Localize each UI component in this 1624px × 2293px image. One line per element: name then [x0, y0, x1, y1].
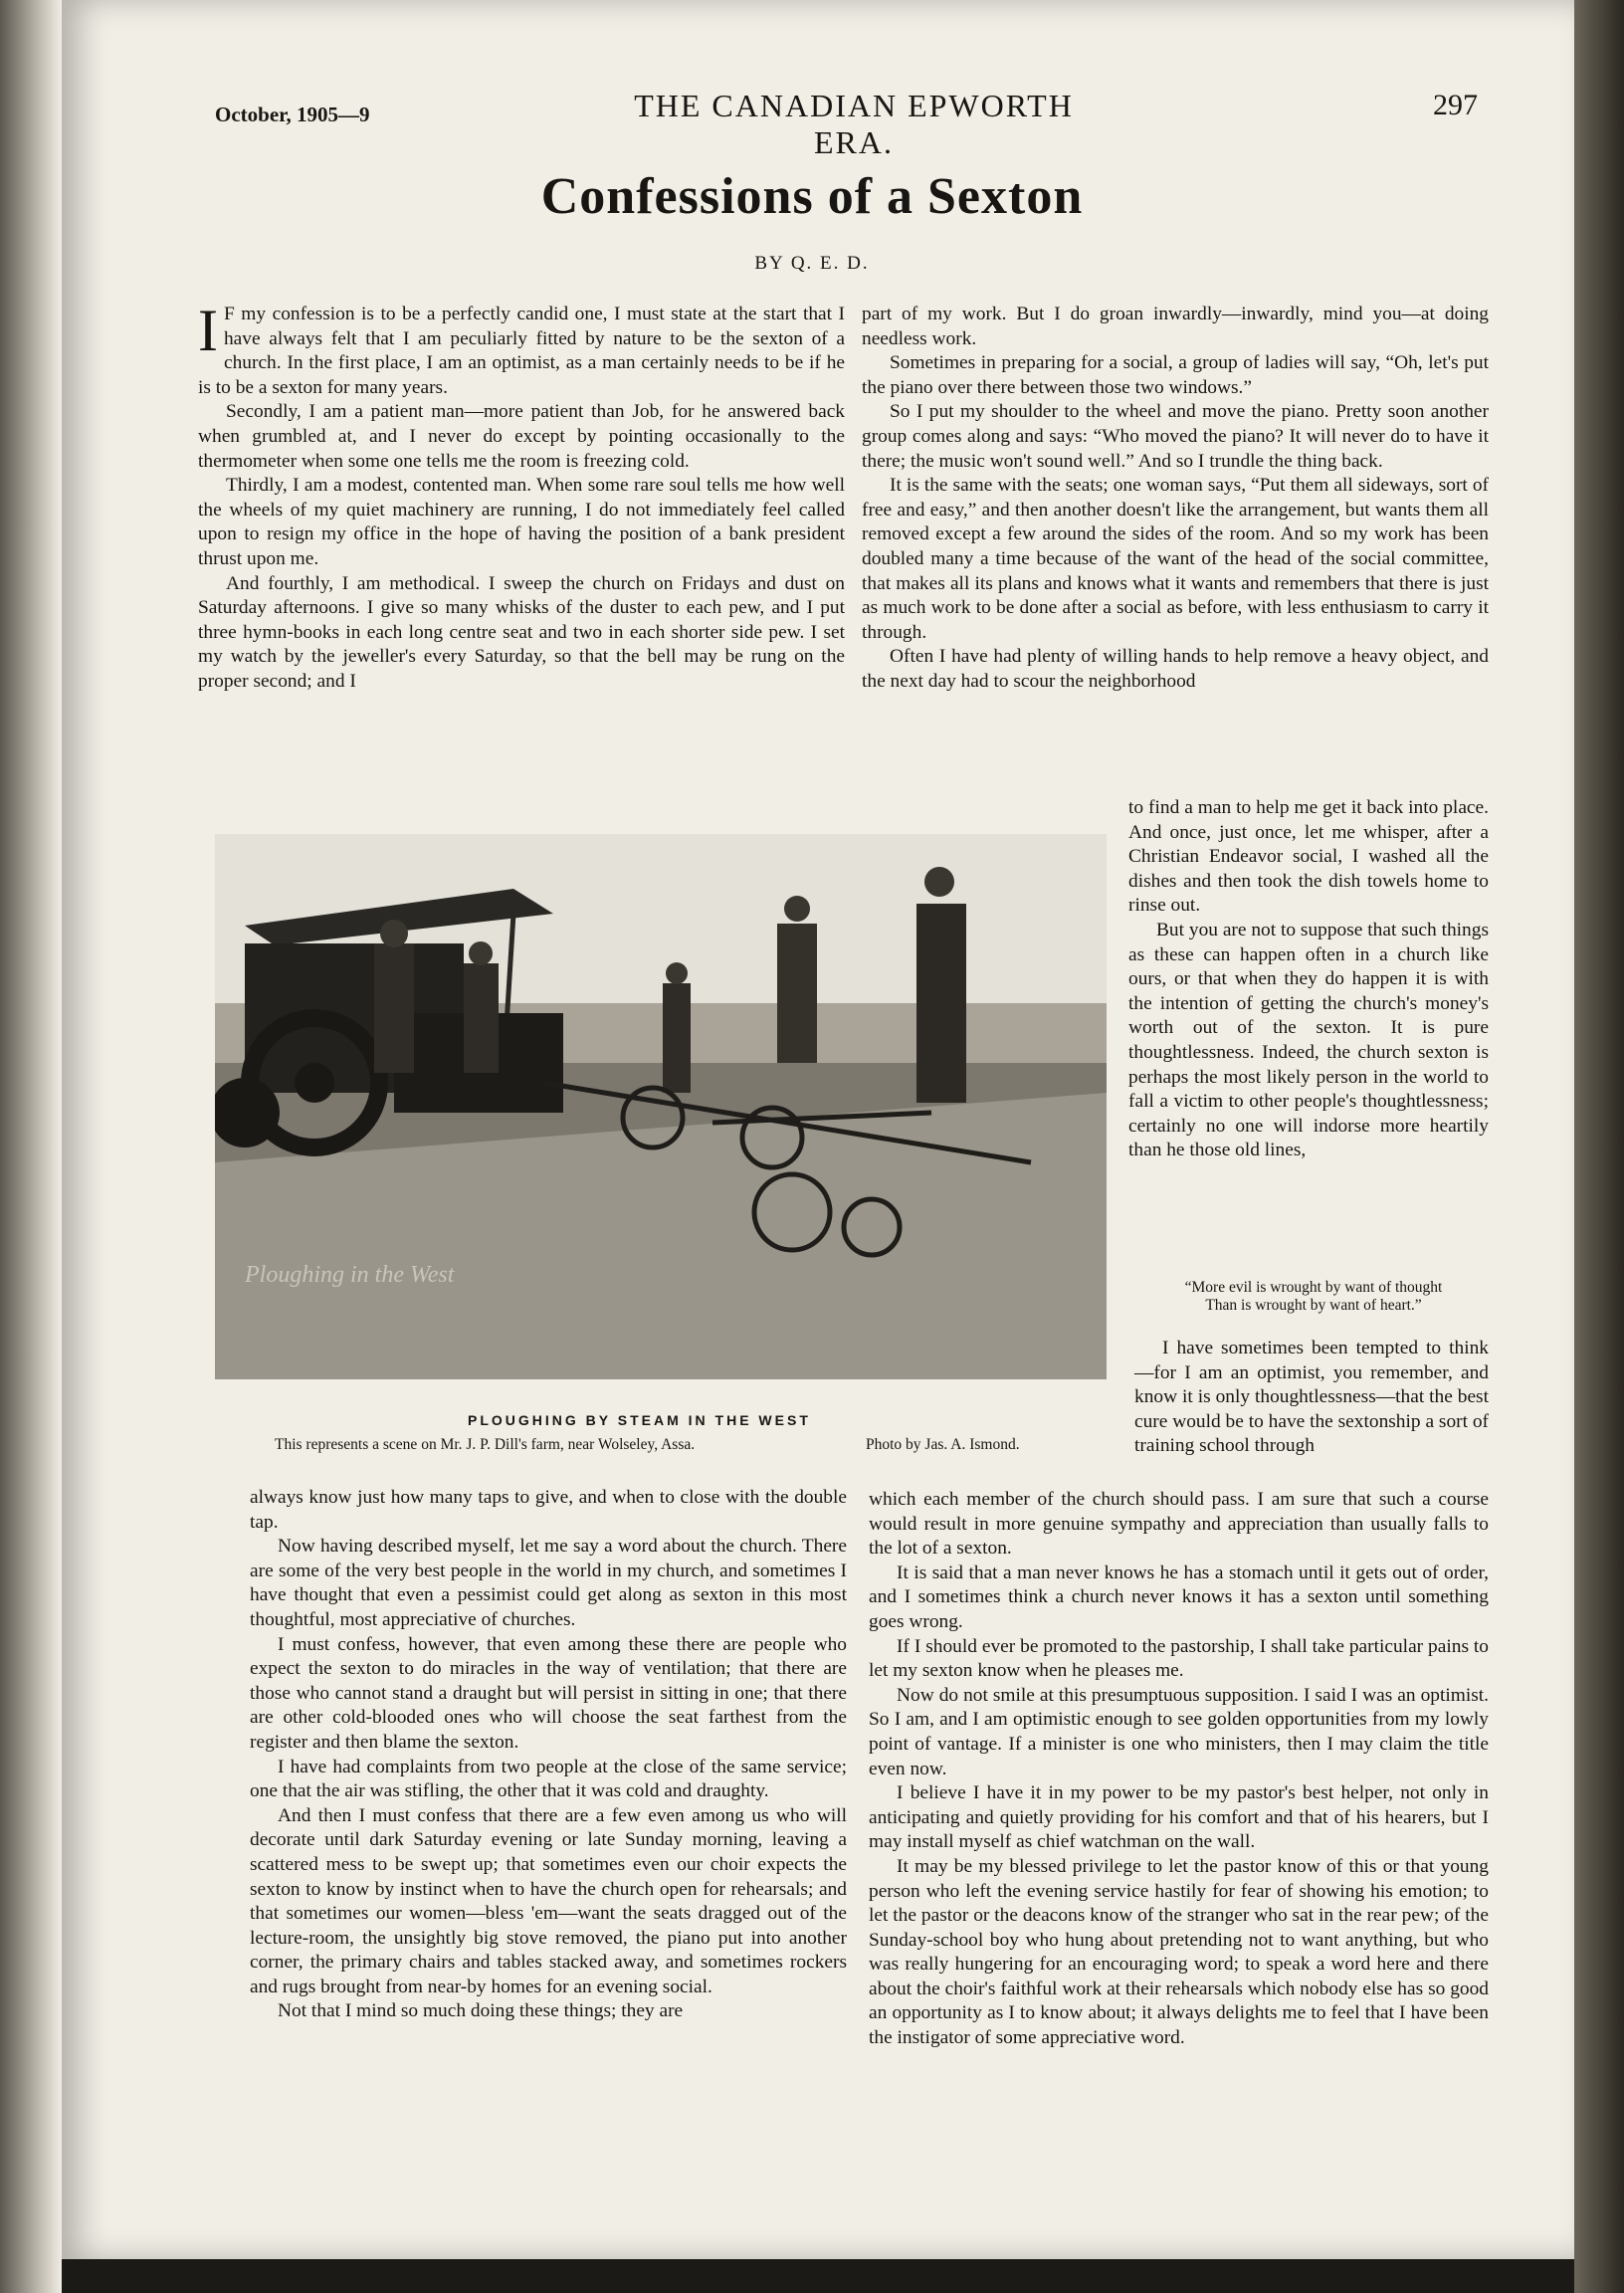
column-left-top: [198, 298, 845, 695]
paragraph: I have sometimes been tempted to think—for I am an optimist, you remember, and know it is only thoughtlessness—that the best cure would be to have the sextonship a sort of training school through: [1134, 1338, 1489, 1457]
paragraph: always know just how many taps to give, and when to close with the double tap.: [250, 1487, 847, 1533]
paragraph: part of my work. But I do groan inwardly—inwardly, mind you—at doing needless work.: [862, 304, 1489, 349]
paragraph: It is the same with the seats; one woman says, “Put them all sideways, sort of free and easy,” and then another doesn't like the arrangement, but wants them all removed except a few around the sides of the room. And so my work has been doubled many a time because of the want of the head of the social committee, that makes all its plans and knows what it wants and remembers that there is just as much work to be done after a social as before, with less enthusiasm to carry it through.: [862, 475, 1489, 643]
column-left-bottom: [250, 1486, 847, 2024]
paragraph: to find a man to help me get it back into place. And once, just once, let me whisper, after a Christian Endeavor social, I washed all the dishes and then took the dish towels home to rinse out.: [1128, 797, 1489, 917]
paragraph: Sometimes in preparing for a social, a group of ladies will say, “Oh, let's put the piano over there between those two windows.”: [862, 352, 1489, 398]
paragraph: Now do not smile at this presumptuous supposition. I said I was an optimist. So I am, and I am optimistic enough to see golden opportunities from my lowly point of vantage. If a minister is one who ministers, then I may claim the title even now.: [869, 1684, 1489, 1779]
drop-cap: I: [198, 298, 218, 363]
verse-line: Than is wrought by want of heart.”: [1205, 1297, 1422, 1314]
paragraph: So I put my shoulder to the wheel and move the piano. Pretty soon another group comes along and says: “Who moved the piano? It will never do to have it there; the music won't sound well.” And so I trundle the thing back.: [862, 401, 1489, 472]
photograph: [215, 834, 1107, 1379]
running-title: THE CANADIAN EPWORTH ERA.: [634, 88, 1074, 160]
paragraph: Now having described myself, let me say a word about the church. There are some of the very best people in the world in my church, and sometimes I have thought that even a pessimist could get along as sexton in this most thoughtful, most appreciative of churches.: [250, 1536, 847, 1630]
paragraph: Often I have had plenty of willing hands to help remove a heavy object, and the next day had to scour the neighborhood: [862, 646, 1489, 692]
column-right-wrap: [1128, 796, 1489, 1163]
photo-credit: Photo by Jas. A. Ismond.: [866, 1436, 1020, 1453]
paragraph: Secondly, I am a patient man—more patient than Job, for he answered back when grumbled at, and I never do except by pointing occasionally to the thermometer when some one tells me the room is freezing cold.: [198, 401, 845, 472]
column-right-bottom: [869, 1488, 1489, 2051]
page-number: 297: [1433, 89, 1478, 121]
issue-date: October, 1905—9: [215, 103, 370, 126]
photo-inscription: Ploughing in the West: [245, 1262, 455, 1288]
paragraph: Thirdly, I am a modest, contented man. When some rare soul tells me how well the wheels of my quiet machinery are running, I do not immediately feel called upon to resign my office in the hope of having the position of a bank president thrust upon me.: [198, 475, 845, 569]
article-title: Confessions of a Sexton: [540, 168, 1084, 225]
paragraph: And then I must confess that there are a few even among us who will decorate until dark Saturday evening or late Sunday morning, leaving a scattered mess to be swept up; that sometimes even our choir expects the sexton to know by instinct when to have the church open for rehearsals; and that sometimes our women—bless 'em—want the seats dragged out of the lecture-room, the unsightly big stove removed, the piano put into another corner, the primary chairs and tables stacked away, and sometimes rockers and rugs brought from near-by homes for an evening social.: [250, 1804, 847, 1997]
paragraph: It is said that a man never knows he has a stomach until it gets out of order, and I sometimes think a church never knows it has a sexton until something goes wrong.: [869, 1562, 1489, 1632]
paragraph: It may be my blessed privilege to let the pastor know of this or that young person who left the evening service hastily for fear of showing his emotion; to let the pastor or the deacons know of the stranger who sat in the rear pew; of the Sunday-school boy who hung about pretending not to want anything, but who was really hungering for an encouraging word; to speak a word here and there about the choir's faithful work at their rehearsals which nobody else has so good an opportunity as I to know about; it always delights me to feel that I have been the instigator of some appreciative word.: [869, 1855, 1489, 2049]
paragraph: I believe I have it in my power to be my pastor's best helper, not only in anticipating and quietly providing for his comfort and that of his hearers, but I may install myself as chief watchman on the wall.: [869, 1782, 1489, 1853]
page-edge: [1574, 0, 1624, 2293]
column-right-tail: [1134, 1337, 1489, 1459]
figure-caption: This represents a scene on Mr. J. P. Dill's farm, near Wolseley, Assa.: [275, 1436, 696, 1453]
paragraph: I have had complaints from two people at the close of the same service; one that the air was stifling, the other that it was cold and draughty.: [250, 1756, 847, 1802]
verse-line: “More evil is wrought by want of thought: [1184, 1279, 1443, 1296]
binding-gutter: [0, 0, 62, 2293]
paragraph: But you are not to suppose that such things as these can happen often in a church like ours, or that when they do happen it is with the intention of getting the church's money's worth out of the sexton. It is pure thoughtlessness. Indeed, the church sexton is perhaps the most likely person in the world to fall a victim to other people's thoughtlessness; certainly no one will indorse more heartily than he those old lines,: [1128, 919, 1489, 1161]
steam-plough-illustration: [215, 834, 1107, 1379]
byline: BY Q. E. D.: [754, 253, 870, 274]
quoted-verse: [1134, 1279, 1493, 1315]
paragraph: If I should ever be promoted to the pastorship, I shall take particular pains to let my sexton know when he pleases me.: [869, 1635, 1489, 1682]
paragraph: I F my confession is to be a perfectly candid one, I must state at the start that I have always felt that I am peculiarly fitted by nature to be the sexton of a church. In the first place, I am an optimist, as a man certainly needs to be if he is to be a sexton for many years.: [198, 298, 845, 398]
paragraph: I must confess, however, that even among these there are people who expect the sexton to do miracles in the way of ventilation; that there are those who cannot stand a draught but will persist in sitting in one; that there are other cold-blooded ones who will choose the seat farthest from the register and then blame the sexton.: [250, 1633, 847, 1753]
column-right-top: [862, 303, 1489, 695]
paragraph: which each member of the church should pass. I am sure that such a course would result in more genuine sympathy and appreciation than usually falls to the lot of a sexton.: [869, 1489, 1489, 1560]
paragraph: Not that I mind so much doing these things; they are: [278, 2000, 684, 2022]
figure-caption-title: PLOUGHING BY STEAM IN THE WEST: [468, 1412, 811, 1428]
paragraph: And fourthly, I am methodical. I sweep the church on Fridays and dust on Saturday afternoons. I give so many whisks of the duster to each pew, and I put three hymn-books in each long centre seat and two in each shorter side pew. I set my watch by the jeweller's every Saturday, so that the bell may be rung on the proper second; and I: [198, 572, 845, 692]
